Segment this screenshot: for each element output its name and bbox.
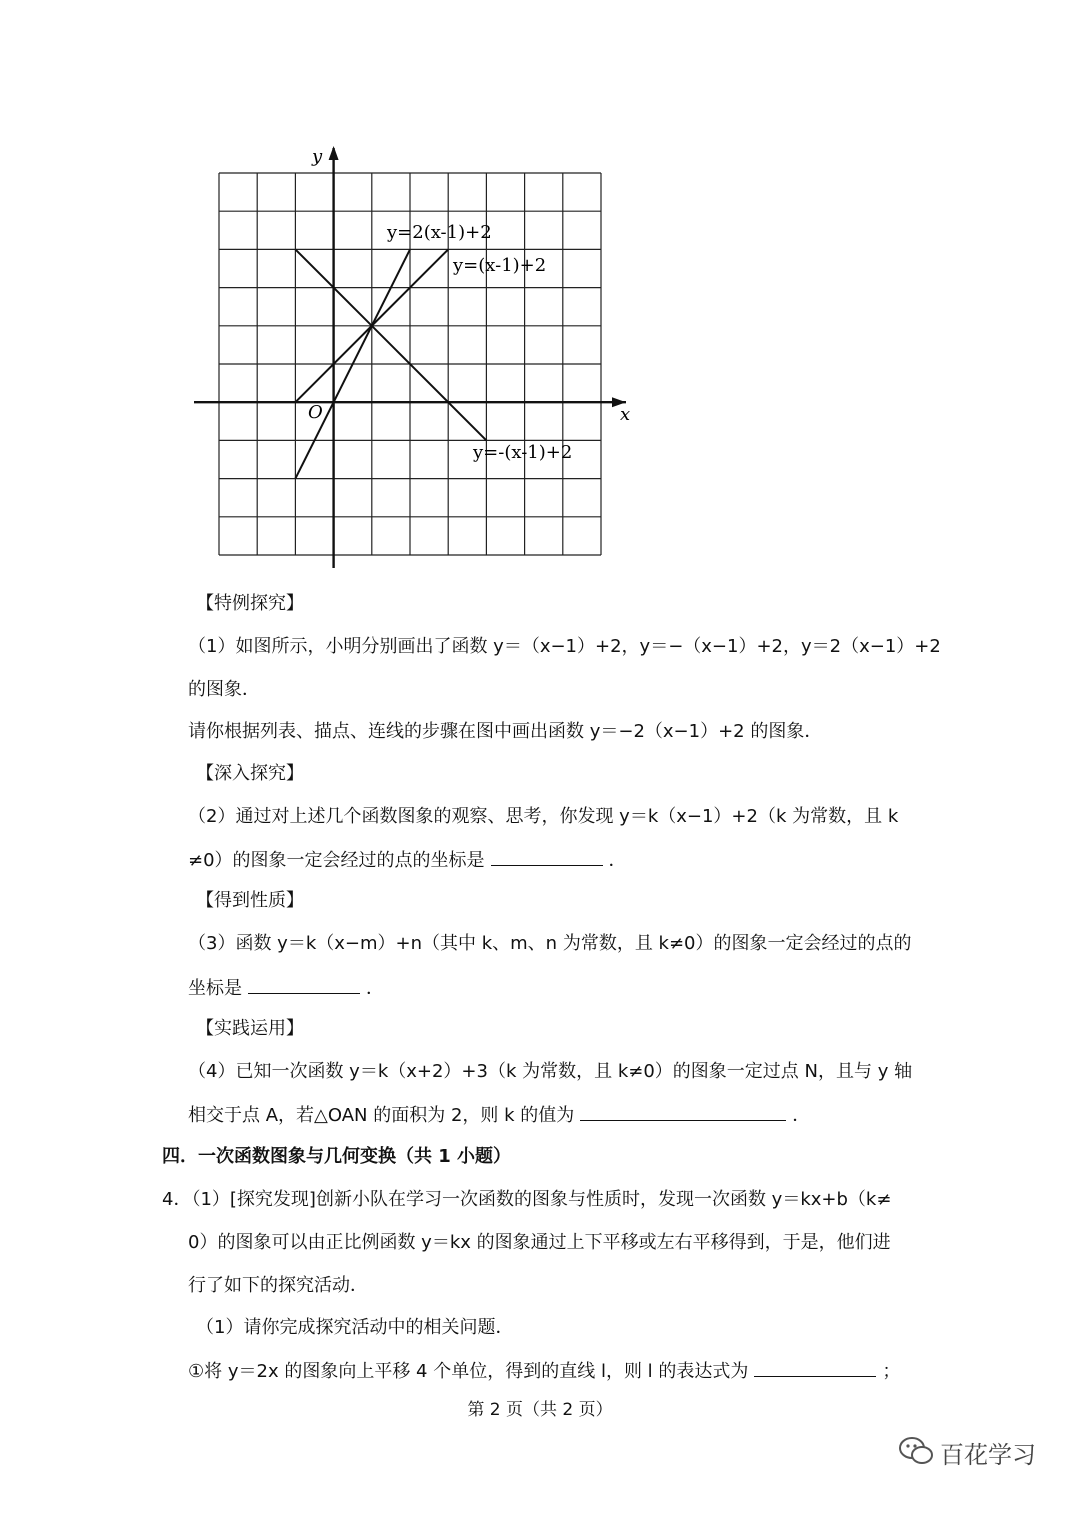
wechat-icon — [898, 1436, 934, 1466]
section1-heading: 【特例探究】 — [196, 593, 304, 614]
coordinate-graph — [190, 140, 650, 580]
line3-label: y=-(x-1)+2 — [473, 442, 573, 463]
q1-line1: （1）如图所示，小明分别画出了函数 y＝（x−1）+2，y＝−（x−1）+2，y＝2（x−1）+2 — [188, 636, 941, 657]
part4-p4: （1）请你完成探究活动中的相关问题． — [196, 1317, 514, 1338]
part4-p5: ①将 y＝2x 的图象向上平移 4 个单位，得到的直线 l，则 l 的表达式为 — [188, 1361, 749, 1382]
q1-line3: 请你根据列表、描点、连线的步骤在图中画出函数 y＝−2（x−1）+2 的图象． — [188, 721, 823, 742]
q3-line1: （3）函数 y＝k（x−m）+n（其中 k、m、n 为常数，且 k≠0）的图象一定会经过的点的 — [188, 933, 912, 954]
part4-p5-row — [188, 1358, 900, 1384]
line2-label: y=(x-1)+2 — [453, 255, 547, 276]
section3-heading: 【得到性质】 — [196, 890, 304, 911]
q4-end: ． — [792, 1105, 811, 1126]
answer-blank-q4[interactable] — [580, 1102, 786, 1121]
q2-line1: （2）通过对上述几个函数图象的观察、思考，你发现 y＝k（x−1）+2（k 为常数，且 k — [188, 806, 899, 827]
origin-label: O — [308, 402, 323, 423]
section2-heading: 【深入探究】 — [196, 763, 304, 784]
section4-heading: 【实践运用】 — [196, 1018, 304, 1039]
q2-line2: ≠0）的图象一定会经过的点的坐标是 — [188, 850, 485, 871]
y-axis-label: y — [312, 146, 323, 167]
y-axis-arrow — [329, 146, 339, 160]
q3-line2-row — [188, 975, 384, 1001]
part4-p2: 0）的图象可以由正比例函数 y＝kx 的图象通过上下平移或左右平移得到，于是，他们进 — [188, 1232, 891, 1253]
function-line-3 — [295, 249, 486, 440]
part4-p1: 4．（1）[探究发现]创新小队在学习一次函数的图象与性质时，发现一次函数 y＝kx+b（k≠ — [162, 1189, 892, 1210]
part4-p5-end: ； — [882, 1361, 901, 1382]
part4-p3: 行了如下的探究活动． — [188, 1275, 368, 1296]
part4-title: 四．一次函数图象与几何变换（共 1 小题） — [162, 1146, 512, 1167]
q1-line2: 的图象． — [188, 679, 260, 700]
q4-line2-row — [188, 1102, 810, 1128]
answer-blank-q3[interactable] — [248, 975, 360, 994]
q2-line2-row — [188, 847, 627, 873]
q4-line2: 相交于点 A，若△OAN 的面积为 2，则 k 的值为 — [188, 1105, 575, 1126]
x-axis-label: x — [620, 404, 631, 425]
q3-line2: 坐标是 — [188, 978, 242, 999]
watermark: 百花学习 — [940, 1441, 1036, 1469]
page-footer: 第 2 页（共 2 页） — [467, 1400, 613, 1420]
answer-blank-part4[interactable] — [754, 1358, 876, 1377]
line1-label: y=2(x-1)+2 — [387, 222, 492, 243]
answer-blank-q2[interactable] — [491, 847, 603, 866]
q2-end: ． — [608, 850, 627, 871]
q4-line1: （4）已知一次函数 y＝k（x+2）+3（k 为常数，且 k≠0）的图象一定过点 N，且与 y 轴 — [188, 1061, 913, 1082]
q3-end: ． — [366, 978, 384, 999]
